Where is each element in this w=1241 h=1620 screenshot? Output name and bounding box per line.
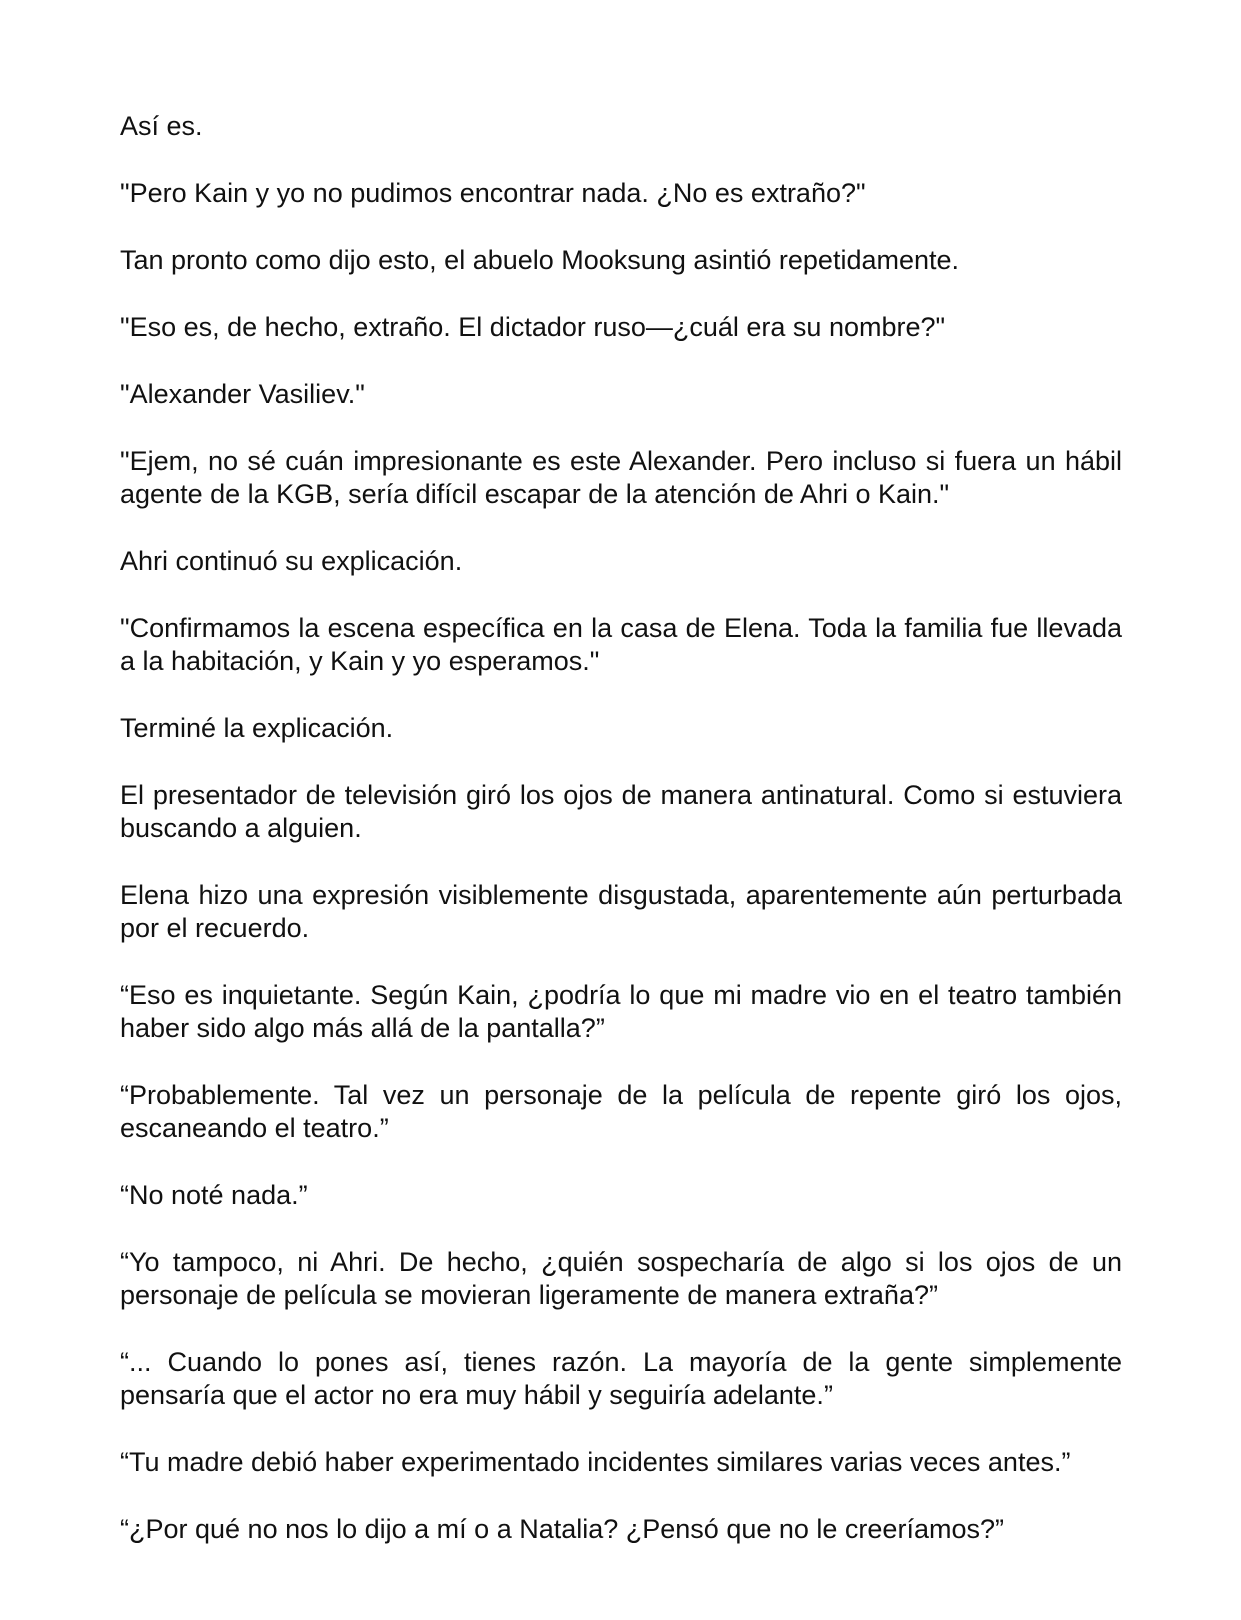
- paragraph-11: Elena hizo una expresión visiblemente disgustada, aparentemente aún perturbada por el recuerdo.: [120, 880, 1122, 943]
- paragraph-15: “Yo tampoco, ni Ahri. De hecho, ¿quién sospecharía de algo si los ojos de un personaje de película se movieran ligeramente de manera extraña?”: [120, 1247, 1122, 1310]
- paragraph-2: "Pero Kain y yo no pudimos encontrar nada. ¿No es extraño?": [120, 178, 866, 208]
- paragraph-9: Terminé la explicación.: [120, 713, 394, 743]
- paragraph-8: "Confirmamos la escena específica en la casa de Elena. Toda la familia fue llevada a la habitación, y Kain y yo esperamos.": [120, 613, 1122, 676]
- paragraph-5: "Alexander Vasiliev.": [120, 379, 365, 409]
- paragraph-7: Ahri continuó su explicación.: [120, 546, 463, 576]
- paragraph-13: “Probablemente. Tal vez un personaje de la película de repente giró los ojos, escaneando el teatro.”: [120, 1080, 1122, 1143]
- paragraph-10: El presentador de televisión giró los ojos de manera antinatural. Como si estuviera buscando a alguien.: [120, 780, 1122, 843]
- paragraph-18: “¿Por qué no nos lo dijo a mí o a Natalia? ¿Pensó que no le creeríamos?”: [120, 1514, 1004, 1544]
- paragraph-12: “Eso es inquietante. Según Kain, ¿podría lo que mi madre vio en el teatro también haber sido algo más allá de la pantalla?”: [120, 980, 1122, 1043]
- paragraph-17: “Tu madre debió haber experimentado incidentes similares varias veces antes.”: [120, 1447, 1071, 1477]
- document-page: [120, 110, 1122, 1546]
- paragraph-1: Así es.: [120, 111, 203, 141]
- paragraph-16: “... Cuando lo pones así, tienes razón. La mayoría de la gente simplemente pensaría que el actor no era muy hábil y seguiría adelante.”: [120, 1347, 1122, 1410]
- paragraph-14: “No noté nada.”: [120, 1180, 308, 1210]
- paragraph-6: "Ejem, no sé cuán impresionante es este Alexander. Pero incluso si fuera un hábil agente de la KGB, sería difícil escapar de la atención de Ahri o Kain.": [120, 446, 1122, 509]
- paragraph-3: Tan pronto como dijo esto, el abuelo Mooksung asintió repetidamente.: [120, 245, 960, 275]
- paragraph-4: "Eso es, de hecho, extraño. El dictador ruso—¿cuál era su nombre?": [120, 312, 946, 342]
